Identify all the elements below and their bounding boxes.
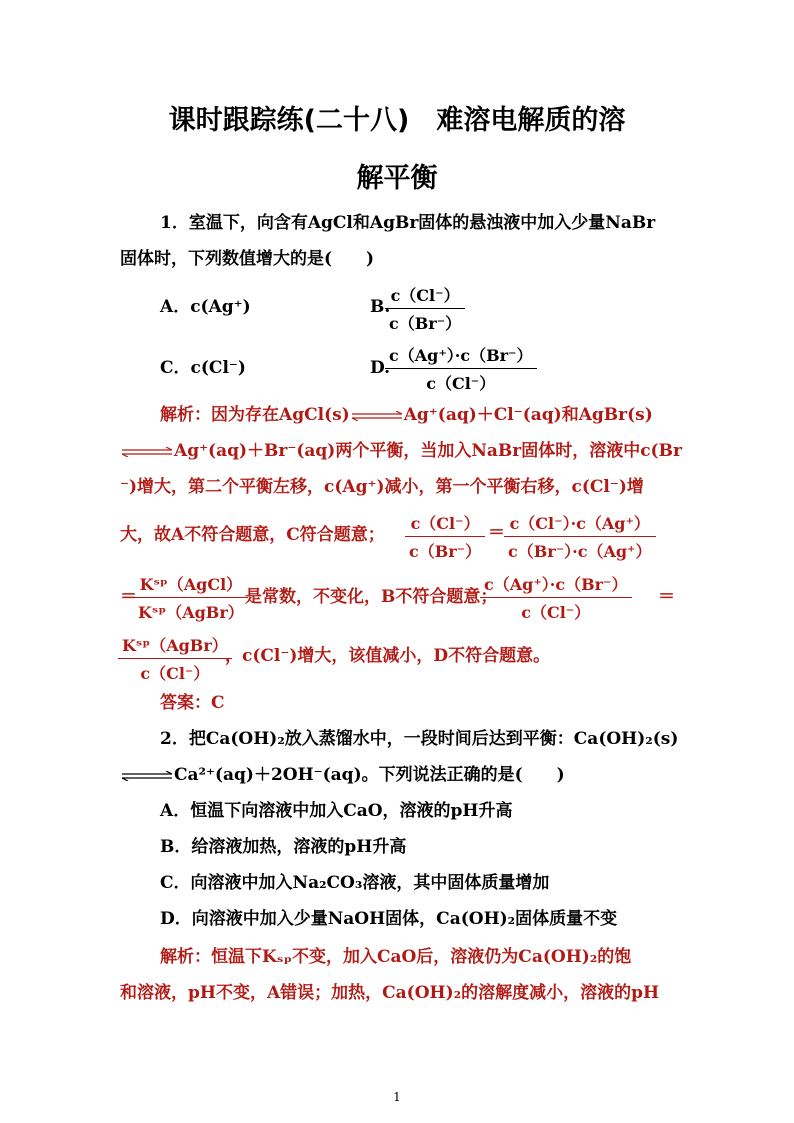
q1-analysis-fraction-cl-br [405, 511, 485, 562]
fraction-numerator: c（Ag⁺）·c（Br⁻） [385, 343, 537, 369]
q1-option-b-fraction [385, 283, 465, 334]
page-title-line1: 课时跟踪练(二十八) 难溶电解质的溶 [168, 105, 626, 136]
fraction-numerator: Kˢᵖ（AgBr） [118, 633, 232, 659]
equals-sign: ＝ [488, 523, 505, 543]
equilibrium-arrow-icon [120, 772, 174, 780]
q2-analysis-line2: 和溶液，pH不变，A错误；加热，Ca(OH)₂的溶解度减小，溶液的pH [120, 983, 660, 1003]
fraction-denominator: c（Br⁻）·c（Ag⁺） [508, 542, 652, 561]
q2-option-d: D．向溶液中加入少量NaOH固体，Ca(OH)₂固体质量不变 [160, 909, 618, 929]
fraction-denominator: c（Br⁻） [389, 314, 462, 333]
q1-analysis-line5-text: 是常数，不变化，B不符合题意； [245, 587, 498, 607]
fraction-denominator: c（Cl⁻） [521, 603, 591, 622]
fraction-numerator: c（Cl⁻） [385, 283, 465, 309]
fraction-numerator: c（Cl⁻）·c（Ag⁺） [504, 511, 656, 537]
analysis-text: 因为存在AgCl(s) [211, 405, 350, 425]
analysis-label: 解析： [160, 405, 211, 425]
q1-option-c: C．c(Cl⁻) [160, 358, 246, 378]
answer-value: C [211, 693, 225, 713]
answer-label: 答案： [160, 693, 211, 713]
q2-analysis-line1 [160, 946, 631, 968]
q1-analysis-fraction-expanded [504, 511, 656, 562]
analysis-text: Ag⁺(aq)＋Cl⁻(aq)和AgBr(s) [403, 405, 653, 425]
q1-analysis-line2 [120, 440, 682, 462]
equals-sign: ＝ [120, 587, 137, 607]
q1-stem-line2: 固体时，下列数值增大的是( ) [120, 249, 375, 269]
q1-analysis-line3: ⁻)增大，第二个平衡左移，c(Ag⁺)减小，第一个平衡右移，c(Cl⁻)增 [120, 477, 644, 497]
q1-analysis-line6-text: ，c(Cl⁻)增大，该值减小，D不符合题意。 [225, 646, 551, 666]
q1-analysis-line4-text: 大，故A不符合题意，C符合题意； [120, 525, 385, 545]
page-title-line2: 解平衡 [356, 163, 438, 194]
analysis-text: Ag⁺(aq)＋Br⁻(aq)两个平衡，当加入NaBr固体时，溶液中c(Br [174, 441, 682, 461]
equilibrium-arrow-icon [350, 412, 404, 420]
q2-stem-line2 [120, 764, 565, 786]
q1-analysis-fraction-ksp [134, 572, 248, 623]
fraction-denominator: c（Cl⁻） [140, 664, 210, 683]
fraction-numerator: c（Cl⁻） [405, 511, 485, 537]
q1-analysis-line1 [160, 404, 653, 426]
page-number: 1 [393, 1090, 401, 1104]
q1-answer [160, 692, 225, 714]
q1-option-b-label: B. [370, 297, 391, 317]
analysis-text: 恒温下Kₛₚ不变，加入CaO后，溶液仍为Ca(OH)₂的饱 [211, 947, 632, 967]
q1-analysis-fraction-d [480, 572, 632, 623]
stem-text: Ca²⁺(aq)＋2OH⁻(aq)。下列说法正确的是( ) [174, 765, 565, 785]
q1-analysis-fraction-ksp-agbr [118, 633, 232, 684]
q2-option-c: C．向溶液中加入Na₂CO₃溶液，其中固体质量增加 [160, 873, 550, 893]
q2-stem-line1: 2．把Ca(OH)₂放入蒸馏水中，一段时间后达到平衡：Ca(OH)₂(s) [160, 729, 679, 749]
analysis-label: 解析： [160, 947, 211, 967]
q1-option-d-label: D. [370, 358, 391, 378]
fraction-numerator: c（Ag⁺）·c（Br⁻） [480, 572, 632, 598]
equals-sign: ＝ [658, 587, 675, 607]
q2-option-a: A．恒温下向溶液中加入CaO，溶液的pH升高 [160, 801, 513, 821]
q2-option-b: B．给溶液加热，溶液的pH升高 [160, 837, 407, 857]
q1-option-a: A．c(Ag⁺) [160, 297, 251, 317]
fraction-denominator: Kˢᵖ（AgBr） [138, 603, 244, 622]
fraction-numerator: Kˢᵖ（AgCl） [134, 572, 248, 598]
q1-option-d-fraction [385, 343, 537, 394]
equilibrium-arrow-icon [120, 448, 174, 456]
fraction-denominator: c（Br⁻） [409, 542, 482, 561]
fraction-denominator: c（Cl⁻） [426, 374, 496, 393]
q1-stem-line1: 1．室温下，向含有AgCl和AgBr固体的悬浊液中加入少量NaBr [160, 213, 656, 233]
